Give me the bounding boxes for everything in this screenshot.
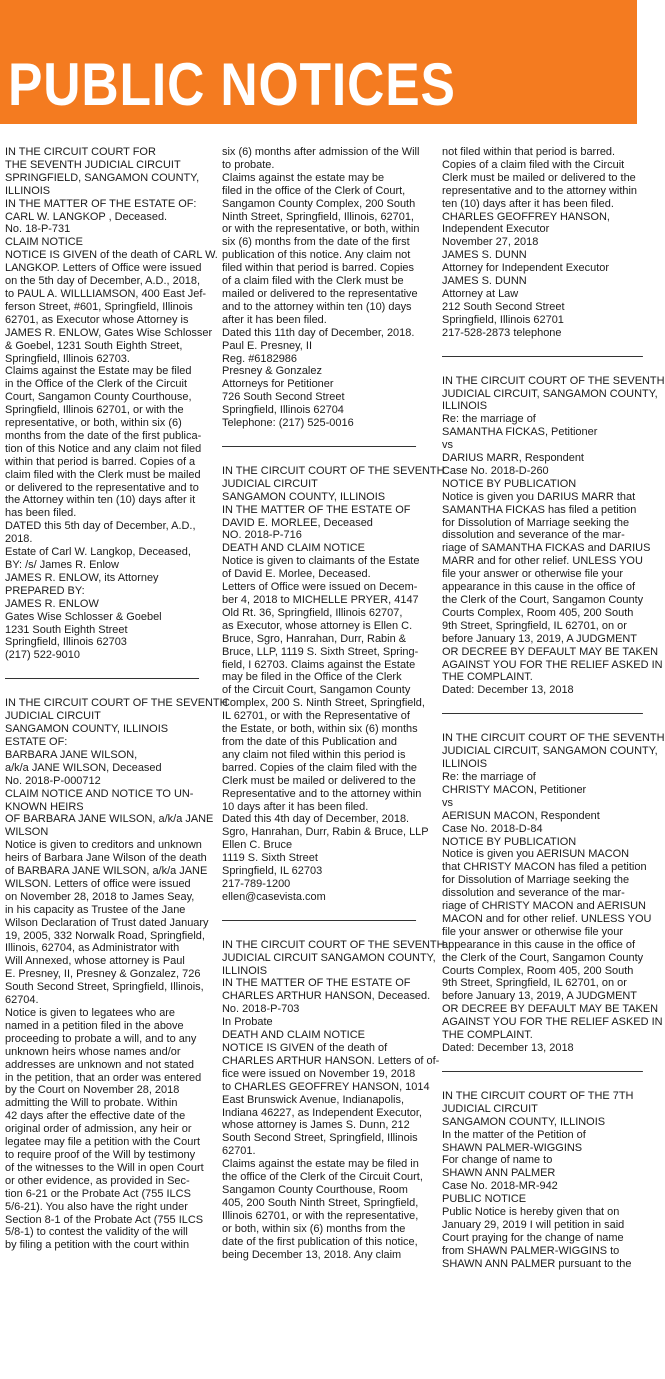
notice-line: 9th Street, Springfield, IL 62701, on or [442,619,627,632]
notice-line: Illinois 62701, or with the representative, [222,1209,419,1222]
notice-line: barred. Copies of the claim filed with the [222,761,418,774]
notice-line: IN THE MATTER OF THE ESTATE OF: [5,197,197,210]
notice-line: has been filed. [5,507,77,520]
notice-line: 1231 South Eighth Street [5,623,128,636]
notice-line: Clerk must be mailed or delivered to the [222,774,416,787]
notice-line: Notice is given you DARIUS MARR that [442,490,636,503]
notice-line: DATED this 5th day of December, A.D., [5,520,196,533]
notice-line: Sangamon County Courthouse, Room [222,1183,408,1196]
notice-line: Representative and to the attorney within [222,787,422,800]
notice-line: or both, within six (6) months from the [222,1222,406,1235]
notice-line: Estate of Carl W. Langkop, Deceased, [5,546,191,559]
notice-line: 405, 200 South Ninth Street, Springfield, [222,1196,419,1209]
notice-line: SANGAMON COUNTY, ILLINOIS [222,490,386,503]
notice-line: THE COMPLAINT. [442,1029,533,1042]
column-1 [5,146,228,1379]
legal-notice [442,1071,643,1271]
notice-line: of David E. Morlee, Deceased. [222,568,371,581]
notice-line: Springfield, Illinois 62703. [5,352,130,365]
notice-line: fice were issued on November 19, 2018 [222,1067,416,1080]
notice-line: East Brunswick Avenue, Indianapolis, [222,1093,405,1106]
notice-line: Courts Complex, Room 405, 200 South [442,964,634,977]
notice-line: DARIUS MARR, Respondent [442,452,584,465]
notice-line: CLAIM NOTICE AND NOTICE TO UN- [5,787,194,800]
notice-line: vs [442,439,453,452]
notice-line: Case No. 2018-D-84 [442,822,543,835]
notice-line: after it has been filed. [222,313,327,326]
notice-line: the office of the Clerk of the Circuit Court, [222,1171,423,1184]
notice-line: Attorney at Law [442,287,519,300]
notice-line: dissolution and severance of the mar- [442,887,625,900]
notice-line: ILLINOIS [222,964,268,977]
notice-line: ILLINOIS [442,758,488,771]
notice-line: CHARLES GEOFFREY HANSON, [442,210,610,223]
notice-line: in his capacity as Trustee of the Jane [5,903,186,916]
notice-line: of the witnesses to the Will in open Court [5,1161,204,1174]
notice-line: Claims against the estate may be filed in [222,1158,419,1171]
notice-line: filed in the office of the Clerk of Court, [222,184,406,197]
notice-line: Attorney for Independent Executor [442,262,610,275]
notice-line: proceeding to probate a will, and to any [5,1032,197,1045]
notice-line: For change of name to [442,1154,553,1167]
notice-line: SAMANTHA FICKAS, Petitioner [442,426,598,439]
notice-line: 19, 2005, 332 Norwalk Road, Springfield, [5,929,205,942]
notice-line: not filed within that period is barred. [442,146,616,158]
notice-line: before January 13, 2019, A JUDGMENT [442,990,638,1003]
notice-line: THE COMPLAINT. [442,671,533,684]
notice-line: any claim not filed within this period is [222,748,406,761]
notice-line: SAMANTHA FICKAS has filed a petition [442,503,637,516]
notice-line: JUDICIAL CIRCUIT [5,710,101,723]
page-title: PUBLIC NOTICES [8,51,456,118]
notice-line: on November 28, 2018 to James Seay, [5,890,195,903]
notice-line: to PAUL A. WILLLIAMSON, 400 East Jef- [5,287,207,300]
notice-line: AGAINST YOU FOR THE RELIEF ASKED IN [442,1016,663,1029]
notice-line: AERISUN MACON, Respondent [442,809,600,822]
notice-line: OR DECREE BY DEFAULT MAY BE TAKEN [442,645,659,658]
legal-notice [442,713,665,1055]
notice-line: Public Notice is hereby given that on [442,1206,620,1219]
notice-line: SHAWN ANN PALMER [442,1167,556,1180]
notice-line: BY: /s/ James R. Enlow [5,559,119,571]
notice-line: NOTICE IS GIVEN of the death of [222,1042,388,1054]
notice-line: Presney & Gonzalez [222,365,322,378]
notice-line: SANGAMON COUNTY, ILLINOIS [442,1115,606,1128]
notice-line: Attorneys for Petitioner [222,378,334,391]
notice-line: dissolution and severance of the mar- [442,529,625,542]
notice-line: Clerk must be mailed or delivered to the [442,171,636,184]
notice-line: Wilson Declaration of Trust dated January [5,916,209,929]
notice-line: Sangamon County Complex, 200 South [222,197,416,210]
notice-line: 62701, as Executor whose Attorney is [5,313,189,326]
notice-line: E. Presney, II, Presney & Gonzalez, 726 [5,968,201,981]
notice-line: (217) 522-9010 [5,649,80,662]
notice-line: JUDICIAL CIRCUIT [442,1102,538,1115]
legal-notice [222,146,420,430]
notice-line: No. 2018-P-000712 [5,774,101,787]
notice-line: ten (10) days after it has been filed. [442,197,614,210]
notice-line: Dated: December 13, 2018 [442,684,574,697]
notice-line: Copies of a claim filed with the Circuit [442,158,625,171]
notice-line: appearance in this cause in the office of [442,938,636,951]
notice-line: WILSON. Letters of office were issued [5,877,191,890]
notice-line: appearance in this cause in the office of [442,581,636,594]
notice-line: file your answer or otherwise file your [442,925,623,938]
notice-line: of a claim filed with the Clerk must be [222,275,404,288]
notice-line: admitting the Will to probate. Within [5,1097,178,1110]
notice-line: MACON and for other relief. UNLESS YOU [442,912,652,925]
notice-line: original order of admission, any heir or [5,1123,192,1136]
notice-line: WILSON [5,826,49,839]
notice-line: may be filed in the Office of the Clerk [222,671,402,684]
column-3 [442,146,665,1379]
notice-line: and to the attorney within ten (10) days [222,300,412,313]
notice-line: ESTATE OF: [5,735,68,748]
notice-line: Springfield, IL 62703 [222,865,323,878]
legal-notice [222,446,445,904]
notice-line: IN THE CIRCUIT COURT FOR [5,146,156,158]
notice-line: CLAIM NOTICE [5,236,83,249]
notice-line: in the Office of the Clerk of the Circuit [5,378,188,391]
notice-line: Notice is given to claimants of the Estate [222,555,420,568]
notice-line: JUDICIAL CIRCUIT, SANGAMON COUNTY, [442,387,658,400]
notice-line: January 29, 2019 I will petition in said [442,1218,625,1231]
notice-line: PREPARED BY: [5,584,85,597]
legal-notice [442,356,665,698]
notice-line: riage of CHRISTY MACON and AERISUN [442,900,646,913]
notice-line: JAMES R. ENLOW [5,597,99,610]
notice-line: legatee may file a petition with the Court [5,1136,201,1149]
notice-line: In Probate [222,1016,273,1029]
notice-line: MARR and for other relief. UNLESS YOU [442,555,643,568]
notice-line: Springfield, Illinois 62701 [442,313,564,326]
legal-notice [5,678,228,1252]
notice-line: Case No. 2018-D-260 [442,464,549,477]
notice-line: by filing a petition with the court within [5,1239,190,1252]
notice-line: Bruce, LLP, 1119 S. Sixth Street, Spring- [222,645,419,658]
notice-line: representative and to the attorney within [442,184,638,197]
notice-line: ferson Street, #601, Springfield, Illinois [5,300,193,313]
notice-line: Ninth Street, Springfield, Illinois, 62701, [222,210,414,223]
notice-line: for Dissolution of Marriage seeking the [442,516,630,529]
notice-line: of BARBARA JANE WILSON, a/k/a JANE [5,865,208,878]
notice-line: months from the date of the first publica- [5,429,202,442]
notice-line: 217-528-2873 telephone [442,326,562,339]
notice-line: DAVID E. MORLEE, Deceased [222,516,373,529]
notice-line: Court, Sangamon County Courthouse, [5,391,192,404]
notice-line: mailed or delivered to the representative [222,287,418,300]
notice-line: 212 South Second Street [442,300,565,313]
notice-line: Re: the marriage of [442,413,536,426]
notice-line: Dated this 11th day of December, 2018. [222,326,415,339]
notice-line: Reg. #6182986 [222,352,297,365]
notice-line: Independent Executor [442,223,550,236]
notice-line: OR DECREE BY DEFAULT MAY BE TAKEN [442,1003,659,1016]
notice-line: heirs of Barbara Jane Wilson of the death [5,852,207,865]
notice-line: Sgro, Hanrahan, Durr, Rabin & Bruce, LLP [222,826,429,839]
notice-line: 5/6-21). You also have the right under [5,1200,188,1213]
notice-line: as Executor, whose attorney is Ellen C. [222,619,413,632]
notice-line: unknown heirs whose names and/or [5,1045,181,1058]
notice-line: Court praying for the change of name [442,1231,624,1244]
notice-line: or with the representative, or both, within [222,223,420,236]
notice-line: BARBARA JANE WILSON, [5,748,138,761]
notice-line: Dated: December 13, 2018 [442,1042,574,1054]
notice-line: CHARLES ARTHUR HANSON. Letters of of- [222,1054,440,1067]
notice-line: Claims against the Estate may be filed [5,365,192,378]
notice-line: Springfield, Illinois 62703 [5,636,127,649]
notice-line: Springfield, Illinois 62704 [222,404,344,417]
notice-line: ILLINOIS [5,184,51,197]
notice-line: SPRINGFIELD, SANGAMON COUNTY, [5,171,200,184]
notice-line: SHAWN PALMER-WIGGINS [442,1141,583,1154]
notice-line: Complex, 200 S. Ninth Street, Springfield, [222,697,425,710]
notice-line: November 27, 2018 [442,236,539,249]
notice-line: Telephone: (217) 525-0016 [222,417,354,430]
notice-line: CARL W. LANGKOP , Deceased. [5,210,168,223]
notice-line: Claims against the estate may be [222,171,385,184]
notice-line: JUDICIAL CIRCUIT SANGAMON COUNTY, [222,951,436,964]
notice-line: being December 13, 2018. Any claim [222,1248,402,1261]
notice-line: South Second Street, Springfield, Illinois [222,1132,418,1145]
notice-line: the Clerk of the Court, Sangamon County [442,594,644,606]
notice-line: IN THE CIRCUIT COURT OF THE SEVENTH [442,732,665,745]
notice-line: THE SEVENTH JUDICIAL CIRCUIT [5,158,181,171]
notice-line: by the Court on November 28, 2018 [5,1084,180,1097]
notice-line: riage of SAMANTHA FICKAS and DARIUS [442,542,651,555]
notice-line: CHARLES ARTHUR HANSON, Deceased. [222,990,431,1003]
notice-line: AGAINST YOU FOR THE RELIEF ASKED IN [442,658,663,671]
notice-line: ILLINOIS [442,400,488,413]
notice-line: ber 4, 2018 to MICHELLE PRYER, 4147 [222,594,419,606]
notice-line: 1119 S. Sixth Street [222,852,318,865]
notice-line: JAMES S. DUNN [442,275,527,288]
notice-line: Letters of Office were issued on Decem- [222,581,418,594]
notice-line: to require proof of the Will by testimony [5,1148,196,1161]
notice-line: whose attorney is James S. Dunn, 212 [222,1119,410,1132]
notice-line: of the Circuit Court, Sangamon County [222,684,411,697]
notice-line: JUDICIAL CIRCUIT, SANGAMON COUNTY, [442,745,658,758]
notice-line: IN THE CIRCUIT COURT OF THE SEVENTH [442,374,665,387]
notice-line: Illinois, 62704, as Administrator with [5,942,180,955]
notice-line: Old Rt. 36, Springfield, Illinois 62707, [222,606,403,619]
notice-line: file your answer or otherwise file your [442,568,623,581]
notice-line: JUDICIAL CIRCUIT [222,477,318,490]
notice-line: named in a petition filed in the above [5,1019,184,1032]
page-header [0,0,637,124]
notice-line: Indiana 46227, as Independent Executor, [222,1106,422,1119]
notice-line: Notice is given to creditors and unknown [5,839,202,852]
notice-line: 9th Street, Springfield, IL 62701, on or [442,977,627,990]
notice-line: No. 2018-P-703 [222,1003,300,1016]
notice-line: NOTICE BY PUBLICATION [442,477,577,490]
notice-line: IN THE MATTER OF THE ESTATE OF [222,503,411,516]
notice-line: that CHRISTY MACON has filed a petition [442,861,647,874]
notice-line: or delivered to the representative and to [5,481,199,494]
notice-line: Courts Complex, Room 405, 200 South [442,606,634,619]
notice-line: IN THE MATTER OF THE ESTATE OF [222,977,411,990]
notice-line: South Second Street, Springfield, Illinois, [5,981,204,994]
column-2 [222,146,445,1379]
notice-line: addresses are unknown and not stated [5,1058,194,1071]
legal-notice [222,920,445,1262]
notice-line: 217-789-1200 [222,877,291,890]
notice-line: JAMES S. DUNN [442,249,527,262]
notice-line: DEATH AND CLAIM NOTICE [222,1029,365,1042]
notice-line: six (6) months after admission of the Will [222,146,420,158]
notice-line: to probate. [222,158,275,171]
notice-line: 726 South Second Street [222,391,345,404]
notice-line: 62704. [5,994,39,1007]
notice-line: tion of this Notice and any claim not filed [5,442,202,455]
notice-line: the Estate, or both, within six (6) months [222,723,418,736]
notice-line: Will Annexed, whose attorney is Paul [5,955,185,968]
legal-notice [5,146,218,662]
notice-line: JAMES R. ENLOW, Gates Wise Schlosser [5,326,213,339]
notice-line: 2018. [5,533,33,546]
notice-line: Notice is given you AERISUN MACON [442,848,630,861]
notice-line: KNOWN HEIRS [5,800,84,813]
legal-notice [442,146,643,340]
notice-line: field, I 62703. Claims against the Estate [222,658,416,671]
notice-line: from SHAWN PALMER-WIGGINS to [442,1244,620,1257]
notice-line: & Goebel, 1231 South Eighth Street, [5,339,183,352]
notice-line: NO. 2018-P-716 [222,529,302,542]
notice-line: 5/8-1) to contest the validity of the will [5,1226,188,1239]
notice-line: before January 13, 2019, A JUDGMENT [442,632,638,645]
notice-line: NOTICE IS GIVEN of the death of CARL W. [5,249,218,262]
notice-line: IN THE CIRCUIT COURT OF THE SEVENTH [222,464,445,477]
notice-line: Dated this 4th day of December, 2018. [222,813,410,826]
notice-line: DEATH AND CLAIM NOTICE [222,542,365,555]
notice-line: Bruce, Sgro, Hanrahan, Durr, Rabin & [222,632,407,645]
notice-line: LANGKOP. Letters of Office were issued [5,262,202,275]
notice-line: Gates Wise Schlosser & Goebel [5,610,162,623]
notice-line: from the date of this Publication and [222,735,397,748]
notice-line: to CHARLES GEOFFREY HANSON, 1014 [222,1080,430,1093]
notice-line: PUBLIC NOTICE [442,1193,527,1206]
notice-line: a/k/a JANE WILSON, Deceased [5,761,162,774]
notice-line: claim filed with the Clerk must be mailed [5,468,201,481]
notice-line: on the 5th day of December, A.D., 2018, [5,275,201,288]
notice-line: representative, or both, within six (6) [5,417,182,430]
notice-line: ellen@casevista.com [222,890,326,903]
notice-line: 10 days after it has been filed. [222,800,369,813]
notice-line: In the matter of the Petition of [442,1128,586,1141]
notice-line: date of the first publication of this notice, [222,1235,418,1248]
notice-line: for Dissolution of Marriage seeking the [442,874,630,887]
notice-line: vs [442,796,453,809]
notice-line: six (6) months from the date of the first [222,236,410,249]
notice-line: NOTICE BY PUBLICATION [442,835,577,848]
notice-line: IN THE CIRCUIT COURT OF THE SEVENTH [5,697,228,710]
notice-line: Section 8-1 of the Probate Act (755 ILCS [5,1213,204,1226]
notice-line: the Clerk of the Court, Sangamon County [442,951,644,964]
notice-line: No. 18-P-731 [5,223,71,236]
notice-line: Springfield, Illinois 62701, or with the [5,404,184,417]
notice-line: Case No. 2018-MR-942 [442,1180,558,1193]
notice-line: the Attorney within ten (10) days after it [5,494,196,507]
notice-line: Paul E. Presney, II [222,339,312,352]
notice-line: Re: the marriage of [442,770,536,783]
notice-line: tion 6-21 or the Probate Act (755 ILCS [5,1187,191,1200]
notice-line: or other evidence, as provided in Sec- [5,1174,190,1187]
notice-line: within that period is barred. Copies of a [5,455,196,468]
notice-line: publication of this notice. Any claim not [222,249,411,262]
notice-line: 62701. [222,1145,256,1158]
notice-line: 42 days after the effective date of the [5,1110,186,1123]
notice-line: in the petition, that an order was entered [5,1071,202,1084]
notice-line: IL 62701, or with the Representative of [222,710,410,723]
notice-line: filed within that period is barred. Copies [222,262,414,275]
notice-line: IN THE CIRCUIT COURT OF THE 7TH [442,1089,634,1102]
notice-line: Notice is given to legatees who are [5,1007,176,1019]
notice-line: IN THE CIRCUIT COURT OF THE SEVENTH [222,938,445,951]
notice-line: SANGAMON COUNTY, ILLINOIS [5,723,169,736]
notice-line: CHRISTY MACON, Petitioner [442,783,587,796]
notice-line: Ellen C. Bruce [222,839,293,852]
notice-line: JAMES R. ENLOW, its Attorney [5,571,159,584]
notice-line: SHAWN ANN PALMER pursuant to the [442,1257,632,1270]
notice-line: OF BARBARA JANE WILSON, a/k/a JANE [5,813,214,826]
